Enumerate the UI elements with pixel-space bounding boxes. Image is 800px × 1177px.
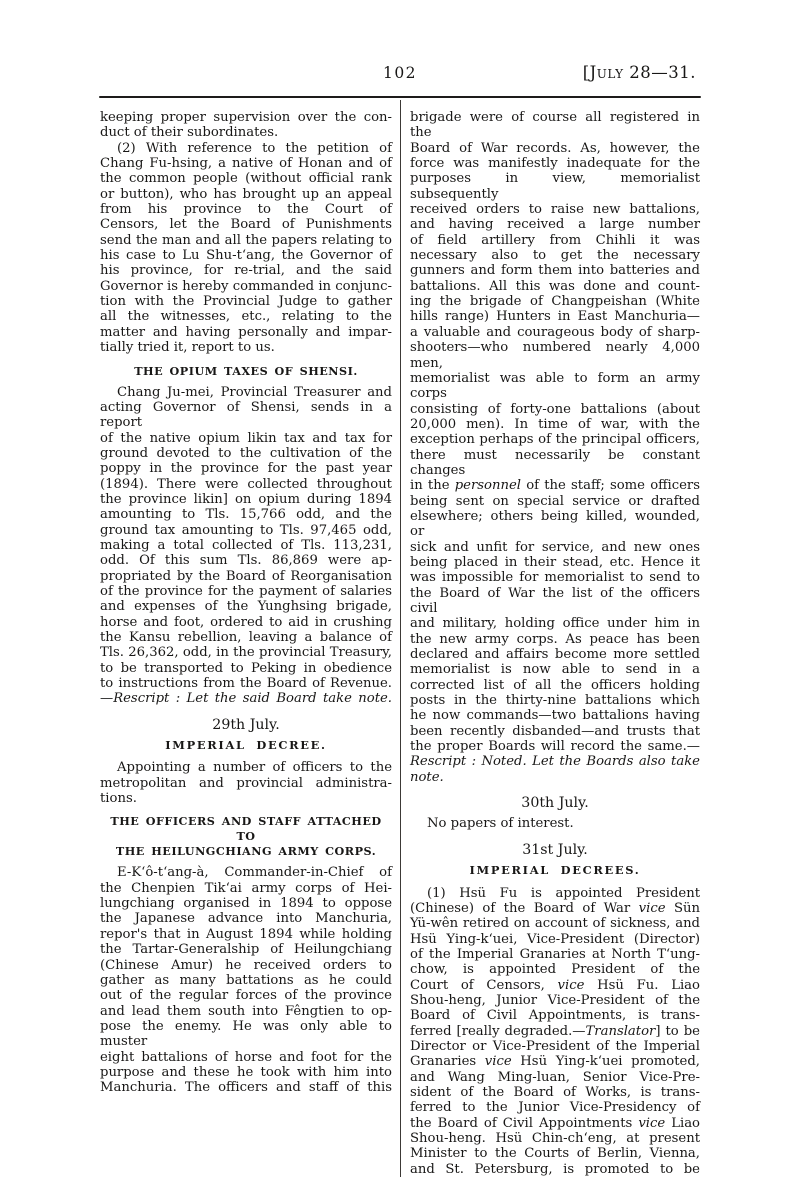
text-line: horse and foot, ordered to aid in crushing	[100, 615, 392, 630]
text-line: he now commands—two battalions having	[410, 708, 700, 723]
text-line: in the personnel of the staff; some officers	[410, 478, 700, 493]
date-heading: 30th July.	[410, 796, 700, 811]
text-line: Hsü Ying-k‘uei, Vice-President (Director)	[410, 932, 700, 947]
text-line: purpose and these he took with him into	[100, 1065, 392, 1080]
text-line: Board of War records. As, however, the	[410, 141, 700, 156]
text-line: keeping proper supervision over the con-	[100, 110, 392, 125]
text-line: exception perhaps of the principal officers,	[410, 432, 700, 447]
text-line: (Chinese) of the Board of War vice Sün	[410, 901, 700, 916]
text-line: memorialist is now able to send in a	[410, 662, 700, 677]
text-line: his case to Lu Shu-t‘ang, the Governor of	[100, 248, 392, 263]
text-line: the Chenpien Tik‘ai army corps of Hei-	[100, 881, 392, 896]
text-line: a valuable and courageous body of sharp-	[410, 325, 700, 340]
text-line: Censors, let the Board of Punishments	[100, 217, 392, 232]
text-line: repor's that in August 1894 while holding	[100, 927, 392, 942]
text-line: there must necessarily be constant changes	[410, 448, 700, 479]
text-line: 20,000 men). In time of war, with the	[410, 417, 700, 432]
date-range: [July 28—31.	[583, 63, 696, 82]
text-line: propriated by the Board of Reorganisation	[100, 569, 392, 584]
text-line: the common people (without official rank	[100, 171, 392, 186]
text-line: and military, holding office under him in	[410, 616, 700, 631]
paragraph	[100, 110, 392, 141]
paragraph	[410, 816, 700, 831]
text-line: pose the enemy. He was only able to muster	[100, 1019, 392, 1050]
text-line: Shou-heng, Junior Vice-President of the	[410, 993, 700, 1008]
text-line: hills range) Hunters in East Manchuria—	[410, 309, 700, 324]
heading-line: THE HEILUNGCHIANG ARMY CORPS.	[104, 844, 388, 859]
text-line: Minister to the Courts of Berlin, Vienna,	[410, 1146, 700, 1161]
text-line: Director or Vice-President of the Imperial	[410, 1039, 700, 1054]
text-line: been recently disbanded—and trusts that	[410, 724, 700, 739]
text-line: Yü-wên retired on account of sickness, and	[410, 916, 700, 931]
text-line: making a total collected of Tls. 113,231,	[100, 538, 392, 553]
text-line: the Kansu rebellion, leaving a balance of	[100, 630, 392, 645]
text-line: tially tried it, report to us.	[100, 340, 392, 355]
text-line: metropolitan and provincial administra-	[100, 776, 392, 791]
text-line: duct of their subordinates.	[100, 125, 392, 140]
text-line: gather as many battations as he could	[100, 973, 392, 988]
text-line: Manchuria. The officers and staff of this	[100, 1080, 392, 1095]
heading-line: IMPERIAL DECREES.	[410, 863, 700, 878]
text-line: of the Imperial Granaries at North T‘ung-	[410, 947, 700, 962]
text-line: and expenses of the Yunghsing brigade,	[100, 599, 392, 614]
text-line: received orders to raise new battalions,	[410, 202, 700, 217]
text-line: to instructions from the Board of Revenue.	[100, 676, 392, 691]
text-line: declared and affairs become more settled	[410, 647, 700, 662]
section-heading	[104, 814, 388, 859]
text-line: Granaries vice Hsü Ying-k‘uei promoted,	[410, 1054, 700, 1069]
text-line: (2) With reference to the petition of	[100, 141, 392, 156]
decree-heading	[100, 738, 392, 753]
text-line: lungchiang organised in 1894 to oppose	[100, 896, 392, 911]
text-line: all the witnesses, etc., relating to the	[100, 309, 392, 324]
text-line: the Tartar-Generalship of Heilungchiang	[100, 942, 392, 957]
paragraph	[100, 385, 392, 707]
page-number: 102	[100, 64, 700, 82]
text-line: Board of Civil Appointments, is trans-	[410, 1008, 700, 1023]
text-line: out of the regular forces of the province	[100, 988, 392, 1003]
text-line: the proper Boards will record the same.—	[410, 739, 700, 754]
text-line: and St. Petersburg, is promoted to be	[410, 1162, 700, 1177]
decree-heading	[410, 863, 700, 878]
text-line: brigade were of course all registered in the	[410, 110, 700, 141]
text-line: odd. Of this sum Tls. 86,869 were ap-	[100, 553, 392, 568]
text-line: was impossible for memorialist to send to	[410, 570, 700, 585]
text-line: being placed in their stead, etc. Hence it	[410, 555, 700, 570]
text-line: Court of Censors, vice Hsü Fu. Liao	[410, 978, 700, 993]
text-columns	[100, 98, 700, 1177]
right-column	[410, 98, 700, 1177]
text-line: the Japanese advance into Manchuria,	[100, 911, 392, 926]
paragraph	[100, 760, 392, 806]
text-line: poppy in the province for the past year	[100, 461, 392, 476]
text-line: and having received a large number	[410, 217, 700, 232]
text-line: Appointing a number of officers to the	[100, 760, 392, 775]
text-line: the new army corps. As peace has been	[410, 632, 700, 647]
heading-line: THE OPIUM TAXES OF SHENSI.	[104, 364, 388, 379]
heading-line: IMPERIAL DECREE.	[100, 738, 392, 753]
text-line: purposes in view, memorialist subsequently	[410, 171, 700, 202]
text-line: No papers of interest.	[410, 816, 700, 831]
text-line: chow, is appointed President of the	[410, 962, 700, 977]
paragraph	[100, 865, 392, 1095]
text-line: Tls. 26,362, odd, in the provincial Treasury,	[100, 645, 392, 660]
text-line: ground devoted to the cultivation of the	[100, 446, 392, 461]
text-line: ferred to the Junior Vice-Presidency of	[410, 1100, 700, 1115]
text-line: —Rescript : Let the said Board take note.	[100, 691, 392, 706]
text-line: elsewhere; others being killed, wounded, or	[410, 509, 700, 540]
text-line: the Board of Civil Appointments vice Liao	[410, 1116, 700, 1131]
text-line: being sent on special service or drafted	[410, 494, 700, 509]
text-line: necessary also to get the necessary	[410, 248, 700, 263]
text-line: note.	[410, 770, 700, 785]
text-line: and Wang Ming-luan, Senior Vice-Pre-	[410, 1070, 700, 1085]
text-line: tion with the Provincial Judge to gather	[100, 294, 392, 309]
text-line: battalions. All this was done and count-	[410, 279, 700, 294]
text-line: posts in the thirty-nine battalions which	[410, 693, 700, 708]
text-line: matter and having personally and impar-	[100, 325, 392, 340]
heading-line: THE OFFICERS AND STAFF ATTACHED TO	[104, 814, 388, 844]
text-line: memorialist was able to form an army corps	[410, 371, 700, 402]
text-line: of the province for the payment of salaries	[100, 584, 392, 599]
text-line: Shou-heng. Hsü Chin-ch‘eng, at present	[410, 1131, 700, 1146]
paragraph	[410, 886, 700, 1177]
text-line: his province, for re-trial, and the said	[100, 263, 392, 278]
text-line: gunners and form them into batteries and	[410, 263, 700, 278]
text-line: ferred [really degraded.—Translator] to be	[410, 1024, 700, 1039]
column-divider	[400, 100, 401, 1177]
text-line: from his province to the Court of	[100, 202, 392, 217]
text-line: force was manifestly inadequate for the	[410, 156, 700, 171]
text-line: send the man and all the papers relating to	[100, 233, 392, 248]
text-line: of the native opium likin tax and tax for	[100, 431, 392, 446]
text-line: and lead them south into Fêngtien to op-	[100, 1004, 392, 1019]
text-line: consisting of forty-one battalions (about	[410, 402, 700, 417]
text-line: of field artillery from Chihli it was	[410, 233, 700, 248]
text-line: amounting to Tls. 15,766 odd, and the	[100, 507, 392, 522]
text-line: eight battalions of horse and foot for the	[100, 1050, 392, 1065]
paragraph	[100, 141, 392, 356]
text-line: sick and unfit for service, and new ones	[410, 540, 700, 555]
text-line: Chang Fu-hsing, a native of Honan and of	[100, 156, 392, 171]
text-line: or button), who has brought up an appeal	[100, 187, 392, 202]
left-column	[100, 98, 392, 1177]
text-line: to be transported to Peking in obedience	[100, 661, 392, 676]
text-line: ground tax amounting to Tls. 97,465 odd,	[100, 523, 392, 538]
text-line: Rescript : Noted. Let the Boards also take	[410, 754, 700, 769]
text-line: Governor is hereby commanded in conjunc-	[100, 279, 392, 294]
text-line: sident of the Board of Works, is trans-	[410, 1085, 700, 1100]
text-line: acting Governor of Shensi, sends in a report	[100, 400, 392, 431]
text-line: Chang Ju-mei, Provincial Treasurer and	[100, 385, 392, 400]
section-heading	[104, 364, 388, 379]
text-line: the province likin] on opium during 1894	[100, 492, 392, 507]
text-line: ing the brigade of Changpeishan (White	[410, 294, 700, 309]
text-line: tions.	[100, 791, 392, 806]
text-line: E-K‘ô-t‘ang-à, Commander-in-Chief of	[100, 865, 392, 880]
text-line: (1894). There were collected throughout	[100, 477, 392, 492]
paragraph	[410, 110, 700, 785]
date-heading: 29th July.	[100, 718, 392, 733]
text-line: (Chinese Amur) he received orders to	[100, 958, 392, 973]
date-heading: 31st July.	[410, 843, 700, 858]
page-header	[100, 64, 700, 90]
text-line: shooters—who numbered nearly 4,000 men,	[410, 340, 700, 371]
text-line: the Board of War the list of the officers civil	[410, 586, 700, 617]
text-line: corrected list of all the officers holding	[410, 678, 700, 693]
text-line: (1) Hsü Fu is appointed President	[410, 886, 700, 901]
